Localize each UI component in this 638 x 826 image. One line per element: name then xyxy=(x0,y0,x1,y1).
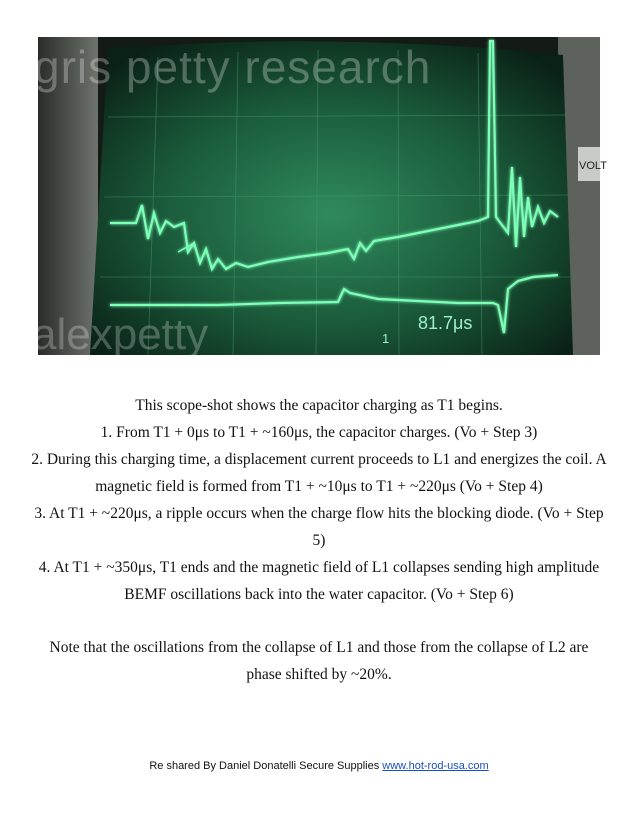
item2-line1: 2. During this charging time, a displacement current proceeds to L1 and energizes the coil. A xyxy=(31,451,607,468)
item4-line2: BEMF oscillations back into the water capacitor. (Vo + Step 6) xyxy=(124,586,514,603)
item4-line1: 4. At T1 + ~350μs, T1 ends and the magnetic field of L1 collapses sending high amplitude xyxy=(38,559,600,576)
channel-marker: 1 xyxy=(382,331,390,346)
watermark-top: gris petty research xyxy=(34,41,432,93)
footer-link[interactable]: www.hot-rod-usa.com xyxy=(382,760,489,772)
oscilloscope-photo xyxy=(32,37,607,359)
intro-line: This scope-shot shows the capacitor charging as T1 begins. xyxy=(135,397,503,414)
footer xyxy=(0,760,638,772)
footer-prefix: Re shared By Daniel Donatelli Secure Supplies xyxy=(149,760,380,772)
item1-line: 1. From T1 + 0μs to T1 + ~160μs, the capacitor charges. (Vo + Step 3) xyxy=(100,424,538,441)
scope-readout: 81.7μs xyxy=(418,313,473,333)
watermark-bottom: alexpetty xyxy=(32,310,209,359)
note-line1: Note that the oscillations from the collapse of L1 and those from the collapse of L2 are xyxy=(49,639,589,656)
note-line2: phase shifted by ~20%. xyxy=(246,666,392,683)
volt-label: VOLT xyxy=(579,160,607,172)
paragraph-gap xyxy=(0,608,638,634)
oscilloscope-svg xyxy=(32,37,607,359)
item3-line1: 3. At T1 + ~220μs, a ripple occurs when the charge flow hits the blocking diode. (Vo + Step xyxy=(34,505,604,522)
caption-block xyxy=(0,392,638,688)
item3-line2: 5) xyxy=(312,532,326,549)
item2-line2: magnetic field is formed from T1 + ~10μs to T1 + ~220μs (Vo + Step 4) xyxy=(95,478,543,495)
